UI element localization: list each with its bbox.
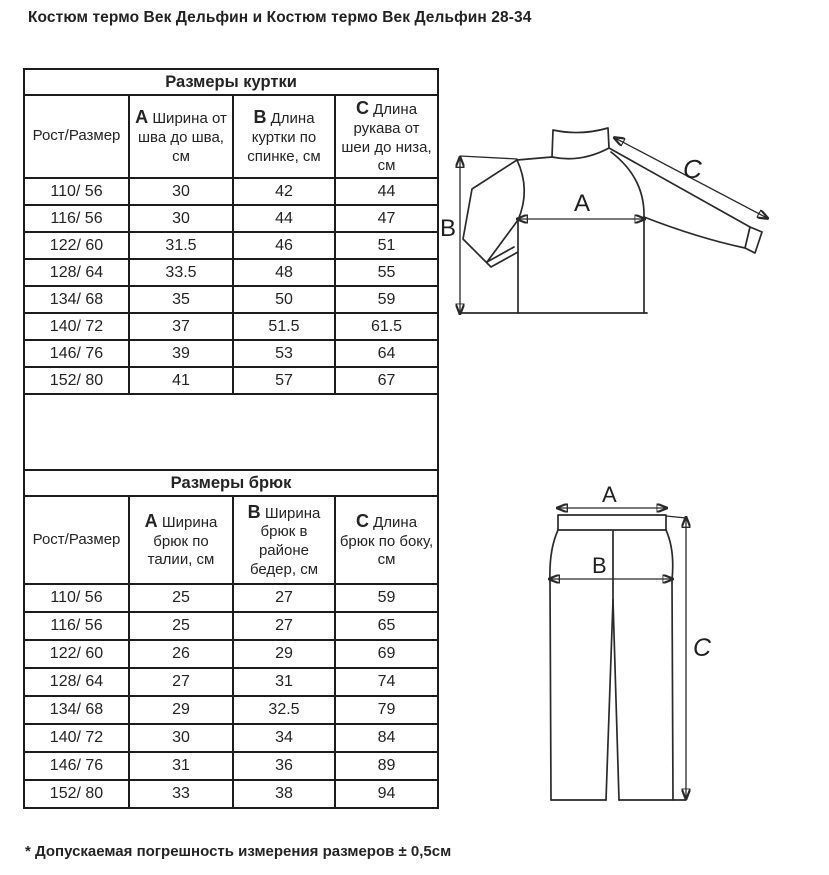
size-cell: 134/ 68 <box>24 696 129 724</box>
col-letter-c: C <box>355 510 369 531</box>
size-cell: 122/ 60 <box>24 232 129 259</box>
value-cell-a: 41 <box>129 367 233 394</box>
pants-dim-c-tick <box>666 516 686 518</box>
table-row <box>24 340 438 367</box>
pants-dim-c-label: C <box>693 634 712 662</box>
size-cell: 152/ 80 <box>24 780 129 808</box>
pants-waistband <box>558 515 666 530</box>
table-row <box>24 286 438 313</box>
pants-left-inseam <box>606 600 613 800</box>
size-cell: 146/ 76 <box>24 340 129 367</box>
table-row <box>24 367 438 394</box>
value-cell-a: 30 <box>129 178 233 205</box>
value-cell-a: 35 <box>129 286 233 313</box>
table-row <box>24 724 438 752</box>
jacket-table-title: Размеры куртки <box>24 69 438 95</box>
value-cell-b: 31 <box>233 668 335 696</box>
value-cell-a: 39 <box>129 340 233 367</box>
pants-diagram <box>540 482 735 827</box>
table-row <box>24 232 438 259</box>
value-cell-a: 30 <box>129 205 233 232</box>
value-cell-b: 51.5 <box>233 313 335 340</box>
col-header-size: Рост/Размер <box>24 496 129 584</box>
jacket-left-shoulder <box>517 157 552 160</box>
value-cell-c: 61.5 <box>335 313 438 340</box>
value-cell-c: 79 <box>335 696 438 724</box>
jacket-left-raglan-seam <box>517 160 524 220</box>
value-cell-a: 37 <box>129 313 233 340</box>
jacket-collar <box>552 128 609 159</box>
table-row <box>24 178 438 205</box>
size-cell: 134/ 68 <box>24 286 129 313</box>
col-letter-c: C <box>355 98 369 118</box>
col-label-b: Ширина брюк в районе бедер, см <box>249 504 321 578</box>
col-label-a: Ширина брюк по талии, см <box>147 513 218 569</box>
value-cell-b: 57 <box>233 367 335 394</box>
value-cell-c: 55 <box>335 259 438 286</box>
jacket-diagram <box>438 106 829 328</box>
page-title: Костюм термо Век Дельфин и Костюм термо Век Дельфин 28-34 <box>28 9 532 26</box>
value-cell-a: 33 <box>129 780 233 808</box>
col-header-c <box>335 496 438 584</box>
col-header-a <box>129 95 233 178</box>
size-cell: 140/ 72 <box>24 724 129 752</box>
jacket-table-title-row <box>24 69 438 95</box>
value-cell-b: 27 <box>233 612 335 640</box>
size-cell: 122/ 60 <box>24 640 129 668</box>
pants-right-outseam <box>666 530 673 800</box>
table-row <box>24 584 438 612</box>
pants-table-title-row <box>24 470 438 496</box>
col-letter-a: A <box>144 510 158 531</box>
table-row <box>24 612 438 640</box>
table-row <box>24 313 438 340</box>
value-cell-b: 34 <box>233 724 335 752</box>
value-cell-c: 64 <box>335 340 438 367</box>
table-row <box>24 752 438 780</box>
pants-left-outseam <box>550 530 558 800</box>
size-tables <box>23 68 439 809</box>
value-cell-b: 53 <box>233 340 335 367</box>
spacer-cell <box>24 394 438 470</box>
table-spacer-row <box>24 394 438 470</box>
col-header-b <box>233 95 335 178</box>
value-cell-b: 27 <box>233 584 335 612</box>
table-row <box>24 259 438 286</box>
jacket-header-row <box>24 95 438 178</box>
value-cell-c: 65 <box>335 612 438 640</box>
jacket-dim-b-label: B <box>440 215 457 242</box>
col-label-c: Длина рукава от шеи до низа, см <box>341 101 432 175</box>
size-cell: 116/ 56 <box>24 205 129 232</box>
value-cell-a: 33.5 <box>129 259 233 286</box>
value-cell-c: 59 <box>335 286 438 313</box>
jacket-dim-a-label: A <box>574 190 591 217</box>
col-header-size: Рост/Размер <box>24 95 129 178</box>
jacket-dim-c-label: C <box>683 154 702 184</box>
value-cell-a: 30 <box>129 724 233 752</box>
value-cell-c: 67 <box>335 367 438 394</box>
size-cell: 146/ 76 <box>24 752 129 780</box>
col-header-a <box>129 496 233 584</box>
table-row <box>24 205 438 232</box>
col-letter-b: B <box>247 501 261 522</box>
value-cell-c: 69 <box>335 640 438 668</box>
size-cell: 128/ 64 <box>24 259 129 286</box>
size-cell: 116/ 56 <box>24 612 129 640</box>
size-cell: 128/ 64 <box>24 668 129 696</box>
value-cell-a: 25 <box>129 612 233 640</box>
value-cell-c: 59 <box>335 584 438 612</box>
pants-right-inseam <box>613 600 619 800</box>
value-cell-b: 29 <box>233 640 335 668</box>
value-cell-c: 84 <box>335 724 438 752</box>
value-cell-b: 44 <box>233 205 335 232</box>
pants-dim-b-label: B <box>592 553 607 578</box>
table-row <box>24 780 438 808</box>
value-cell-a: 25 <box>129 584 233 612</box>
pants-table-title: Размеры брюк <box>24 470 438 496</box>
value-cell-c: 89 <box>335 752 438 780</box>
col-label-c: Длина брюк по боку, см <box>339 513 434 569</box>
value-cell-b: 48 <box>233 259 335 286</box>
col-header-c <box>335 95 438 178</box>
size-cell: 110/ 56 <box>24 178 129 205</box>
value-cell-a: 29 <box>129 696 233 724</box>
value-cell-b: 46 <box>233 232 335 259</box>
table-row <box>24 668 438 696</box>
col-label-a: Ширина от шва до шва, см <box>138 110 227 165</box>
jacket-right-cuff <box>745 227 762 253</box>
value-cell-c: 51 <box>335 232 438 259</box>
col-letter-b: B <box>253 107 267 128</box>
col-label-b: Длина куртки по спинке, см <box>247 110 321 165</box>
value-cell-a: 26 <box>129 640 233 668</box>
jacket-left-sleeve <box>463 160 518 267</box>
value-cell-c: 47 <box>335 205 438 232</box>
jacket-dim-b-tick <box>460 156 517 159</box>
size-cell: 140/ 72 <box>24 313 129 340</box>
jacket-left-cuff-line <box>487 247 514 262</box>
value-cell-c: 74 <box>335 668 438 696</box>
value-cell-b: 38 <box>233 780 335 808</box>
value-cell-c: 94 <box>335 780 438 808</box>
jacket-right-sleeve-top <box>609 148 750 227</box>
pants-header-row <box>24 496 438 584</box>
jacket-right-raglan-seam <box>611 152 644 217</box>
table-row <box>24 640 438 668</box>
value-cell-c: 44 <box>335 178 438 205</box>
tolerance-footnote: * Допускаемая погрешность измерения размеров ± 0,5см <box>25 843 452 860</box>
size-cell: 152/ 80 <box>24 367 129 394</box>
value-cell-b: 42 <box>233 178 335 205</box>
value-cell-b: 50 <box>233 286 335 313</box>
size-cell: 110/ 56 <box>24 584 129 612</box>
value-cell-a: 31.5 <box>129 232 233 259</box>
jacket-right-sleeve-bottom <box>644 217 745 248</box>
col-header-b <box>233 496 335 584</box>
value-cell-a: 31 <box>129 752 233 780</box>
value-cell-b: 32.5 <box>233 696 335 724</box>
value-cell-a: 27 <box>129 668 233 696</box>
jacket-left-sleeve-inner-seam <box>487 220 518 262</box>
table-row <box>24 696 438 724</box>
value-cell-b: 36 <box>233 752 335 780</box>
pants-dim-a-label: A <box>602 482 617 507</box>
col-letter-a: A <box>135 107 149 128</box>
